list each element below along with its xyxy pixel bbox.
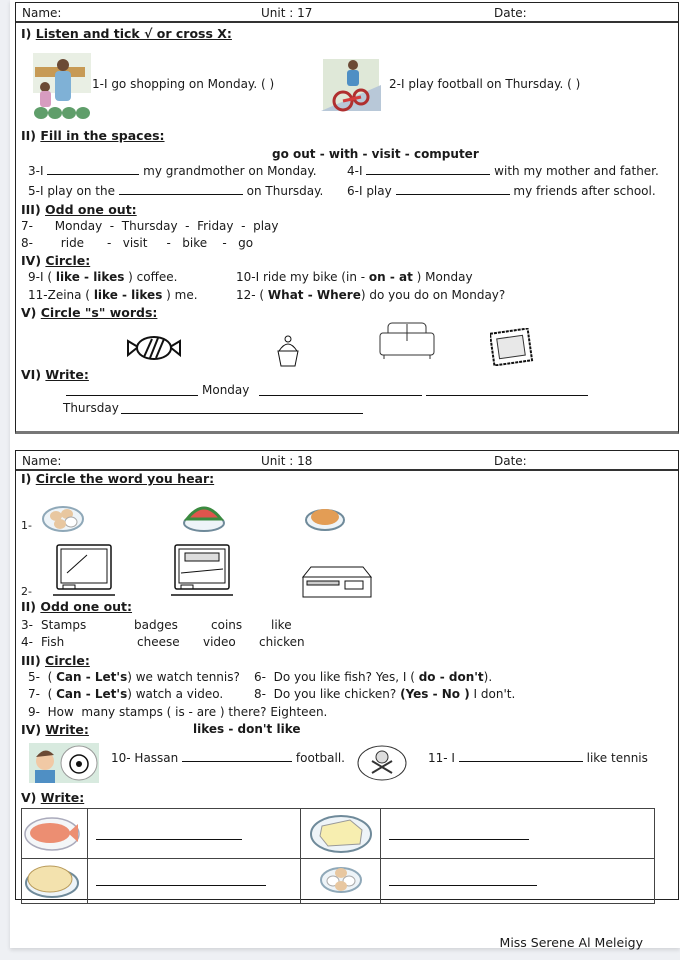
tennis-thought-bubble-picture (356, 743, 412, 783)
food-image-cell (301, 809, 381, 859)
answer-cell[interactable] (381, 859, 655, 904)
section-numeral: II) (21, 128, 37, 143)
question-text: my grandmother on Monday. (143, 164, 317, 178)
question-number: 8- (21, 236, 33, 250)
question-text: 10-I ride my bike (in - (236, 270, 369, 284)
question-text: 9- How many stamps ( is - are ) there? Eighteen. (28, 705, 328, 719)
question-number: 3- (21, 618, 33, 632)
question-text: football. (295, 751, 345, 765)
question-6 (347, 184, 656, 198)
eggs-plate-picture (319, 862, 363, 896)
section-title: Write: (45, 367, 89, 382)
section-numeral: IV) (21, 722, 42, 737)
write-blank[interactable] (426, 395, 588, 396)
question-text: on Thursday. (246, 184, 324, 198)
eggs-plate-picture[interactable] (41, 503, 85, 533)
write-blank[interactable] (389, 885, 537, 886)
circle-options[interactable]: Can - Let's (56, 670, 128, 684)
question-text: ) do you do on Monday? (360, 288, 506, 302)
question-text: 9-I ( (28, 270, 56, 284)
unit17-worksheet (15, 2, 679, 434)
boy-riding-bike-picture (321, 55, 381, 117)
question-text: ). (483, 670, 493, 684)
name-label: Name: (22, 454, 62, 468)
section-heading (21, 471, 214, 486)
question-9 (28, 270, 177, 284)
circle-options[interactable]: What - Where (267, 288, 361, 302)
section-title: Odd one out: (40, 599, 133, 614)
section-numeral: V) (21, 305, 37, 320)
circle-options[interactable]: like - likes (93, 288, 163, 302)
answer-cell[interactable] (88, 859, 301, 904)
section-heading (21, 367, 89, 382)
food-image-cell (22, 859, 88, 904)
food-write-table (21, 808, 655, 904)
question-text: ) me. (162, 288, 198, 302)
circle-options[interactable]: like - likes (55, 270, 125, 284)
section-numeral: I) (21, 26, 32, 41)
day-word: Monday (202, 383, 250, 397)
question-1: 1-I go shopping on Monday. ( ) (92, 77, 275, 91)
question-text: ) Monday (412, 270, 473, 284)
question-2: 2-I play football on Thursday. ( ) (389, 77, 581, 91)
question-text: with my mother and father. (494, 164, 659, 178)
question-text: 4-I (347, 164, 363, 178)
tv-tennis-picture[interactable] (53, 543, 115, 599)
section-title: Circle: (45, 253, 91, 268)
question-text: 11- I (428, 751, 455, 765)
date-label: Date: (494, 454, 527, 468)
answer-blank[interactable] (396, 185, 510, 195)
tv-football-picture[interactable] (171, 543, 233, 599)
bread-plate-picture (22, 859, 82, 899)
section-heading (21, 202, 137, 217)
row-number: 2- (21, 585, 32, 598)
candy-picture[interactable] (126, 335, 182, 361)
question-9 (28, 705, 327, 719)
section-numeral: VI) (21, 367, 42, 382)
section-numeral: III) (21, 653, 41, 668)
fish-plate-picture (22, 810, 82, 854)
name-label: Name: (22, 6, 62, 20)
answer-blank[interactable] (182, 752, 292, 762)
question-text: my friends after school. (513, 184, 656, 198)
question-text: 5- ( (28, 670, 57, 684)
section-heading (21, 26, 232, 41)
word-option[interactable]: Fish (41, 635, 65, 649)
section-heading (21, 128, 165, 143)
answer-blank[interactable] (47, 165, 139, 175)
question-text: 8- Do you like chicken? (254, 687, 401, 701)
answer-blank[interactable] (366, 165, 490, 175)
section-heading (21, 305, 157, 320)
unit18-header (16, 451, 678, 471)
unit18-worksheet (15, 450, 679, 900)
question-text: ) coffee. (124, 270, 178, 284)
answer-cell[interactable] (88, 809, 301, 859)
odd-one-out-words: ride - visit - bike - go (60, 236, 254, 250)
section-title: Write: (40, 790, 85, 805)
question-number: 4- (21, 635, 33, 649)
answer-blank[interactable] (119, 185, 243, 195)
question-text: ) we watch tennis? (127, 670, 240, 684)
word-bank: likes - don't like (193, 722, 301, 736)
question-3 (28, 164, 317, 178)
section-numeral: V) (21, 790, 37, 805)
question-5 (28, 184, 323, 198)
word-option[interactable]: cheese (137, 635, 180, 649)
boy-thinking-football-picture (29, 743, 99, 783)
teacher-signature: Miss Serene Al Meleigy (499, 935, 643, 950)
question-text: 10- Hassan (111, 751, 179, 765)
unit-label: Unit : 17 (261, 6, 313, 20)
question-8 (254, 687, 515, 701)
question-text: 6-I play (347, 184, 392, 198)
date-label: Date: (494, 6, 527, 20)
write-blank[interactable] (96, 885, 266, 886)
unit17-header (16, 3, 678, 23)
section-heading (21, 599, 132, 614)
question-text: like tennis (586, 751, 648, 765)
question-text: 12- ( (236, 288, 268, 302)
circle-options[interactable]: on - at (368, 270, 413, 284)
circle-options[interactable]: (Yes - No ) (400, 687, 470, 701)
word-option[interactable]: badges (134, 618, 178, 632)
cupcake-picture[interactable] (274, 333, 302, 369)
section-heading (21, 790, 84, 805)
question-text: ) watch a video. (127, 687, 224, 701)
write-blank[interactable] (66, 395, 198, 396)
section-title: Fill in the spaces: (40, 128, 165, 143)
section-numeral: III) (21, 202, 41, 217)
section-heading (21, 653, 90, 668)
chicken-plate-picture[interactable] (304, 504, 346, 532)
question-3 (21, 618, 292, 632)
cheese-plate-picture (308, 810, 374, 854)
word-option[interactable]: coins (211, 618, 243, 632)
question-4 (347, 164, 659, 178)
question-11 (428, 751, 648, 765)
watermelon-plate-picture[interactable] (181, 501, 227, 533)
question-text: 6- Do you like fish? Yes, I ( (254, 670, 419, 684)
food-image-cell (22, 809, 88, 859)
section-heading (21, 253, 90, 268)
word-option[interactable]: chicken (259, 635, 305, 649)
write-blank[interactable] (96, 839, 242, 840)
question-7 (28, 687, 223, 701)
question-6 (254, 670, 492, 684)
section-title: Circle the word you hear: (35, 471, 215, 486)
unit-label: Unit : 18 (261, 454, 313, 468)
question-text: 5-I play on the (28, 184, 115, 198)
answer-blank[interactable] (459, 752, 583, 762)
write-blank[interactable] (121, 413, 363, 414)
section-title: Listen and tick √ or cross X: (35, 26, 232, 41)
section-numeral: I) (21, 471, 32, 486)
section-numeral: II) (21, 599, 37, 614)
question-12 (236, 288, 505, 302)
word-bank: go out - with - visit - computer (272, 147, 479, 161)
word-option[interactable]: like (271, 618, 292, 632)
circle-options[interactable]: do - don't (418, 670, 484, 684)
question-number: 7- (21, 219, 33, 233)
question-11 (28, 288, 198, 302)
section-title: Write: (45, 722, 89, 737)
section-title: Circle: (45, 653, 90, 668)
circle-options[interactable]: Can - Let's (56, 687, 128, 701)
section-numeral: IV) (21, 253, 42, 268)
write-blank[interactable] (259, 395, 422, 396)
question-text: 11-Zeina ( (28, 288, 94, 302)
stamp-picture[interactable] (490, 328, 534, 366)
question-8 (21, 236, 253, 250)
section-heading (21, 722, 89, 737)
sofa-picture[interactable] (378, 321, 436, 361)
section-title: Odd one out: (45, 202, 137, 217)
word-option[interactable]: video (203, 635, 236, 649)
video-player-picture[interactable] (301, 565, 373, 599)
day-word: Thursday (63, 401, 119, 415)
question-4 (21, 635, 305, 649)
question-10 (236, 270, 473, 284)
question-10 (111, 751, 345, 765)
question-text: 3-I (28, 164, 44, 178)
question-7 (21, 219, 279, 233)
question-5 (28, 670, 240, 684)
answer-cell[interactable] (381, 809, 655, 859)
question-text: 7- ( (28, 687, 57, 701)
row-number: 1- (21, 519, 32, 532)
word-option[interactable]: Stamps (41, 618, 87, 632)
write-blank[interactable] (389, 839, 529, 840)
question-text: I don't. (469, 687, 516, 701)
food-image-cell (301, 859, 381, 904)
section-title: Circle "s" words: (40, 305, 158, 320)
shopping-woman-girl-picture (31, 51, 93, 119)
odd-one-out-words: Monday - Thursday - Friday - play (54, 219, 279, 233)
